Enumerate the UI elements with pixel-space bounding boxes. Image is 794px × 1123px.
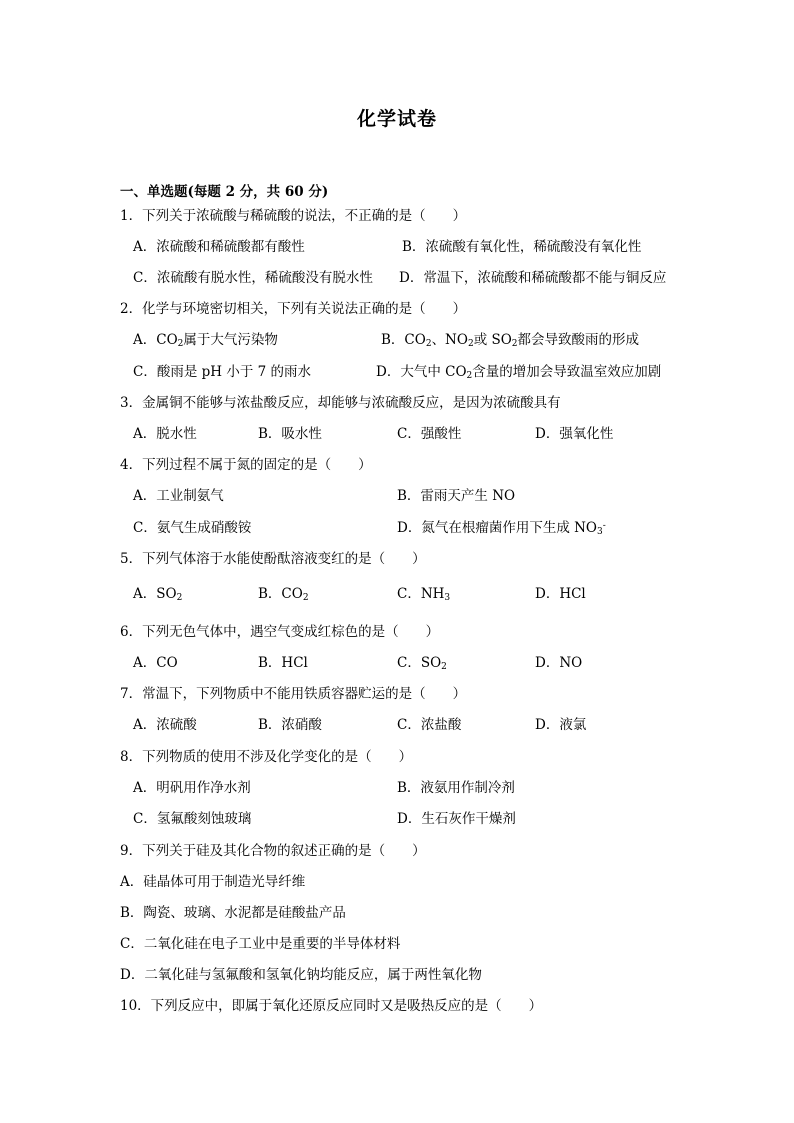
question-2-option-a: A．$CO_2$属于大气污染物: [133, 332, 278, 349]
question-6-option-c: C．$SO_2$: [397, 655, 447, 672]
question-6-stem: 6．下列无色气体中，遇空气变成红棕色的是（ ）: [120, 624, 440, 640]
question-8-stem: 8．下列物质的使用不涉及化学变化的是（ ）: [120, 749, 413, 765]
question-2-stem: 2．化学与环境密切相关，下列有关说法正确的是（ ）: [120, 301, 467, 317]
question-3-stem: 3．金属铜不能够与浓盐酸反应，却能够与浓硫酸反应，是因为浓硫酸具有: [120, 395, 561, 411]
question-4-option-c: C．氨气生成硝酸铵: [133, 520, 252, 536]
question-5-option-b: B．$CO_2$: [258, 586, 309, 603]
question-1-option-d: D．常温下，浓硫酸和稀硫酸都不能与铜反应: [399, 270, 667, 286]
question-5-option-d: D．HCl: [535, 586, 586, 602]
question-1-stem: 1．下列关于浓硫酸与稀硫酸的说法，不正确的是（ ）: [120, 208, 467, 224]
question-4-option-b: B．雷雨天产生 NO: [397, 488, 516, 504]
question-6-option-d: D．NO: [535, 655, 583, 671]
question-9-option-d: D．二氧化硅与氢氟酸和氢氧化钠均能反应，属于两性氧化物: [120, 967, 482, 983]
section-heading: 一、单选题(每题 2 分，共 60 分): [120, 184, 329, 200]
question-6-option-b: B．HCl: [258, 655, 308, 671]
question-4-stem: 4．下列过程不属于氮的固定的是（ ）: [120, 457, 372, 473]
question-7-stem: 7．常温下，下列物质中不能用铁质容器贮运的是（ ）: [120, 686, 467, 702]
question-5-option-c: C．$NH_3$: [397, 586, 451, 603]
page-title: 化学试卷: [356, 108, 437, 130]
question-8-option-b: B．液氨用作制冷剂: [397, 780, 515, 796]
question-9-stem: 9．下列关于硅及其化合物的叙述正确的是（ ）: [120, 843, 426, 859]
question-8-option-d: D．生石灰作干燥剂: [397, 811, 516, 827]
question-6-option-a: A．CO: [133, 655, 178, 671]
question-10-stem: 10．下列反应中，即属于氧化还原反应同时又是吸热反应的是（ ）: [120, 998, 543, 1014]
question-4-option-d: D．氮气在根瘤菌作用下生成 $NO_3^-$: [397, 520, 606, 537]
question-1-option-c: C．浓硫酸有脱水性，稀硫酸没有脱水性: [133, 270, 373, 286]
question-5-stem: 5．下列气体溶于水能使酚酞溶液变红的是（ ）: [120, 551, 426, 567]
question-9-option-a: A．硅晶体可用于制造光导纤维: [120, 874, 306, 890]
question-5-option-a: A．$SO_2$: [133, 586, 183, 603]
question-2-option-b: B．$CO_2$、$NO_2$或 $SO_2$都会导致酸雨的形成: [381, 332, 640, 349]
question-7-option-b: B．浓硝酸: [258, 717, 322, 733]
question-7-option-d: D．液氯: [535, 717, 587, 733]
question-7-option-c: C．浓盐酸: [397, 717, 462, 733]
question-3-option-a: A．脱水性: [133, 426, 197, 442]
question-9-option-c: C．二氧化硅在电子工业中是重要的半导体材料: [120, 936, 401, 952]
question-9-option-b: B．陶瓷、玻璃、水泥都是硅酸盐产品: [120, 905, 346, 921]
question-8-option-c: C．氢氟酸刻蚀玻璃: [133, 811, 252, 827]
question-1-option-b: B．浓硫酸有氧化性，稀硫酸没有氧化性: [402, 239, 642, 255]
question-3-option-b: B．吸水性: [258, 426, 322, 442]
question-2-option-c: C．酸雨是 pH 小于 7 的雨水: [133, 364, 311, 380]
question-3-option-c: C．强酸性: [397, 426, 462, 442]
question-7-option-a: A．浓硫酸: [133, 717, 197, 733]
question-2-option-d: D．大气中 $CO_2$含量的增加会导致温室效应加剧: [376, 364, 662, 381]
question-4-option-a: A．工业制氨气: [133, 488, 224, 504]
question-8-option-a: A．明矾用作净水剂: [133, 780, 251, 796]
question-3-option-d: D．强氧化性: [535, 426, 614, 442]
question-1-option-a: A．浓硫酸和稀硫酸都有酸性: [133, 239, 305, 255]
